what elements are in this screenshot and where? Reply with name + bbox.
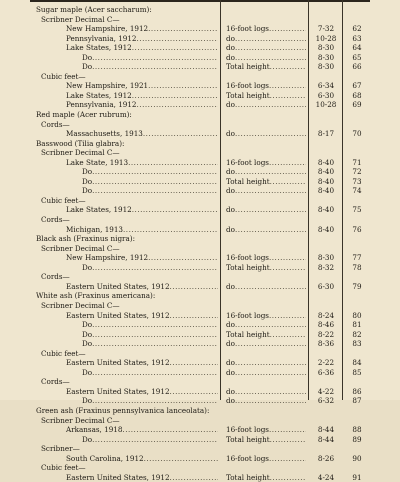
row-label: Do .....	[82, 186, 218, 196]
row-label-cell	[0, 253, 218, 263]
row-measure-cell	[224, 311, 306, 321]
table-row	[0, 454, 400, 464]
table-row	[0, 435, 400, 445]
row-range: 10-28	[315, 33, 337, 43]
row-measure: do .....	[226, 34, 306, 44]
row-label: Cubic feet—	[41, 195, 86, 205]
row-label: New Hampshire, 1912 .....	[66, 253, 218, 263]
top-rule	[30, 0, 370, 2]
row-label-cell	[0, 81, 218, 91]
row-label: Cords—	[41, 119, 70, 129]
row-label: White ash (Fraxinus americana):	[36, 291, 156, 301]
row-label-cell	[0, 377, 218, 387]
row-label-cell	[0, 463, 218, 473]
row-number: 75	[352, 205, 362, 215]
row-label: Scribner Decimal C—	[41, 300, 120, 310]
row-measure-cell	[224, 244, 306, 254]
row-range: 8-24	[317, 310, 335, 320]
row-label-cell	[0, 120, 218, 130]
table-row	[0, 396, 400, 406]
table-row	[0, 444, 400, 454]
row-label-cell	[0, 263, 218, 273]
row-range: 2-22	[317, 358, 335, 368]
table-row	[0, 53, 400, 63]
table-row	[0, 205, 400, 215]
row-label: Basswood (Tilia glabra):	[36, 138, 125, 148]
row-label: New Hampshire, 1912 .....	[66, 24, 218, 34]
row-measure: do .....	[226, 225, 306, 235]
row-measure-cell	[224, 358, 306, 368]
row-measure-cell	[224, 215, 306, 225]
table-row	[0, 387, 400, 397]
row-measure-cell	[224, 100, 306, 110]
row-label-cell	[0, 444, 218, 454]
row-label-cell	[0, 148, 218, 158]
row-range: 8-40	[317, 186, 335, 196]
table-row	[0, 148, 400, 158]
row-number: 70	[352, 129, 362, 139]
row-measure-cell	[224, 253, 306, 263]
row-measure: do .....	[226, 396, 306, 406]
row-measure-cell	[224, 387, 306, 397]
row-label: Cords—	[41, 272, 70, 282]
row-label-cell	[0, 34, 218, 44]
row-measure: Total height .....	[226, 177, 306, 187]
row-label: Do .....	[82, 53, 218, 63]
table-row	[0, 225, 400, 235]
row-number: 90	[352, 453, 362, 463]
row-measure: do .....	[226, 129, 306, 139]
row-label: Eastern United States, 1912 .....	[66, 358, 218, 368]
row-label: Cords—	[41, 215, 70, 225]
row-number: 65	[352, 52, 362, 62]
row-label: Do .....	[82, 320, 218, 330]
row-measure-cell	[224, 282, 306, 292]
row-label: Cords—	[41, 377, 70, 387]
row-range: 8-30	[317, 62, 335, 72]
row-measure-cell	[224, 320, 306, 330]
row-label-cell	[0, 396, 218, 406]
row-measure: 16-foot logs .....	[226, 158, 306, 168]
row-number: 81	[352, 320, 362, 330]
row-label: Do .....	[82, 177, 218, 187]
row-label: Massachusetts, 1913 .....	[66, 129, 218, 139]
row-label: Pennsylvania, 1912 .....	[66, 34, 218, 44]
row-measure-cell	[224, 406, 306, 416]
row-label: Scribner Decimal C—	[41, 14, 120, 24]
row-label: Do .....	[82, 167, 218, 177]
table-row	[0, 311, 400, 321]
row-label-cell	[0, 234, 218, 244]
row-measure-cell	[224, 120, 306, 130]
row-number: 87	[352, 396, 362, 406]
row-label-cell	[0, 215, 218, 225]
row-measure: do .....	[226, 368, 306, 378]
row-label: Eastern United States, 1912 .....	[66, 473, 218, 482]
row-label: Lake States, 1912 .....	[66, 205, 218, 215]
table-row	[0, 24, 400, 34]
row-measure: Total height .....	[226, 330, 306, 340]
row-range: 8-40	[317, 205, 335, 215]
row-number: 91	[352, 472, 362, 482]
row-measure: do .....	[226, 100, 306, 110]
table-row	[0, 62, 400, 72]
row-label-cell	[0, 5, 218, 15]
row-label-cell	[0, 425, 218, 435]
row-measure-cell	[224, 435, 306, 445]
row-range: 8-30	[317, 253, 335, 263]
row-label: South Carolina, 1912 .....	[66, 454, 218, 464]
table-row	[0, 100, 400, 110]
row-label: Sugar maple (Acer saccharum):	[36, 5, 152, 14]
row-measure-cell	[224, 425, 306, 435]
row-range: 8-36	[317, 339, 335, 349]
row-measure: 16-foot logs .....	[226, 425, 306, 435]
row-measure-cell	[224, 454, 306, 464]
row-measure: 16-foot logs .....	[226, 24, 306, 34]
row-measure-cell	[224, 5, 306, 15]
row-label-cell	[0, 349, 218, 359]
row-label: Scribner Decimal C—	[41, 148, 120, 158]
table-row	[0, 120, 400, 130]
table-row	[0, 330, 400, 340]
row-measure-cell	[224, 34, 306, 44]
row-measure-cell	[224, 463, 306, 473]
row-range: 8-40	[317, 176, 335, 186]
row-label: Do .....	[82, 263, 218, 273]
row-measure-cell	[224, 339, 306, 349]
row-label-cell	[0, 167, 218, 177]
row-measure: Total height .....	[226, 263, 306, 273]
row-measure-cell	[224, 158, 306, 168]
row-measure-cell	[224, 129, 306, 139]
row-label-cell	[0, 291, 218, 301]
row-number: 73	[352, 176, 362, 186]
row-label: Arkansas, 1918 .....	[66, 425, 218, 435]
row-measure-cell	[224, 72, 306, 82]
table-row	[0, 253, 400, 263]
table-row	[0, 215, 400, 225]
row-label: Black ash (Fraxinus nigra):	[36, 234, 135, 244]
row-measure-cell	[224, 416, 306, 426]
row-number: 79	[352, 281, 362, 291]
row-label: Lake States, 1912 .....	[66, 91, 218, 101]
row-number: 88	[352, 425, 362, 435]
row-measure: do .....	[226, 186, 306, 196]
row-measure-cell	[224, 24, 306, 34]
row-measure: 16-foot logs .....	[226, 81, 306, 91]
row-number: 71	[352, 157, 362, 167]
row-range: 8-22	[317, 329, 335, 339]
row-range: 4-22	[317, 386, 335, 396]
row-label: Lake State, 1913 .....	[66, 158, 218, 168]
table-row	[0, 473, 400, 482]
row-measure: 16-foot logs .....	[226, 253, 306, 263]
row-measure-cell	[224, 81, 306, 91]
row-label: Cubic feet—	[41, 348, 86, 358]
row-label-cell	[0, 139, 218, 149]
row-number: 64	[352, 43, 362, 53]
row-measure-cell	[224, 377, 306, 387]
row-number: 86	[352, 386, 362, 396]
row-label-cell	[0, 62, 218, 72]
table-row	[0, 81, 400, 91]
row-label-cell	[0, 72, 218, 82]
row-number: 68	[352, 90, 362, 100]
row-range: 8-30	[317, 52, 335, 62]
row-label-cell	[0, 473, 218, 482]
table-row	[0, 129, 400, 139]
row-label-cell	[0, 435, 218, 445]
row-range: 8-40	[317, 167, 335, 177]
row-measure-cell	[224, 15, 306, 25]
row-measure-cell	[224, 196, 306, 206]
row-measure: do .....	[226, 205, 306, 215]
row-label: Pennsylvania, 1912 .....	[66, 100, 218, 110]
row-measure: do .....	[226, 167, 306, 177]
row-number: 83	[352, 339, 362, 349]
row-range: 8-26	[317, 453, 335, 463]
row-measure: do .....	[226, 282, 306, 292]
row-measure: do .....	[226, 387, 306, 397]
row-measure: do .....	[226, 43, 306, 53]
row-label-cell	[0, 387, 218, 397]
row-label: Eastern United States, 1912 .....	[66, 282, 218, 292]
table-row	[0, 158, 400, 168]
row-label: New Hampshire, 1921 .....	[66, 81, 218, 91]
row-label-cell	[0, 196, 218, 206]
row-label-cell	[0, 406, 218, 416]
row-measure: do .....	[226, 339, 306, 349]
row-label-cell	[0, 53, 218, 63]
table-body	[0, 5, 400, 482]
row-label-cell	[0, 15, 218, 25]
table-row	[0, 263, 400, 273]
table-row	[0, 34, 400, 44]
row-number: 69	[352, 100, 362, 110]
table-row	[0, 291, 400, 301]
row-range: 8-30	[317, 43, 335, 53]
row-label-cell	[0, 158, 218, 168]
table-row	[0, 72, 400, 82]
row-label-cell	[0, 24, 218, 34]
row-number: 62	[352, 24, 362, 34]
row-measure: do .....	[226, 53, 306, 63]
row-number: 82	[352, 329, 362, 339]
row-label: Do .....	[82, 396, 218, 406]
row-number: 78	[352, 262, 362, 272]
row-label: Do .....	[82, 62, 218, 72]
row-measure-cell	[224, 186, 306, 196]
row-label-cell	[0, 454, 218, 464]
row-range: 6-34	[317, 81, 335, 91]
table-row	[0, 167, 400, 177]
row-number: 72	[352, 167, 362, 177]
row-label-cell	[0, 272, 218, 282]
row-label-cell	[0, 91, 218, 101]
row-label-cell	[0, 43, 218, 53]
table-row	[0, 186, 400, 196]
row-measure-cell	[224, 225, 306, 235]
table-row	[0, 349, 400, 359]
table-row	[0, 244, 400, 254]
row-label-cell	[0, 186, 218, 196]
row-number: 84	[352, 358, 362, 368]
row-measure-cell	[224, 167, 306, 177]
row-range: 10-28	[315, 100, 337, 110]
row-label-cell	[0, 368, 218, 378]
row-measure: 16-foot logs .....	[226, 311, 306, 321]
table-row	[0, 177, 400, 187]
row-number: 74	[352, 186, 362, 196]
row-range: 6-30	[317, 281, 335, 291]
row-measure-cell	[224, 291, 306, 301]
row-label-cell	[0, 244, 218, 254]
row-number: 80	[352, 310, 362, 320]
row-label-cell	[0, 358, 218, 368]
row-number: 85	[352, 367, 362, 377]
row-label: Eastern United States, 1912 .....	[66, 311, 218, 321]
table-row	[0, 368, 400, 378]
table-row	[0, 416, 400, 426]
row-measure-cell	[224, 139, 306, 149]
row-measure: do .....	[226, 320, 306, 330]
row-range: 8-40	[317, 157, 335, 167]
row-measure-cell	[224, 234, 306, 244]
row-range: 8-44	[317, 434, 335, 444]
row-measure-cell	[224, 263, 306, 273]
row-measure-cell	[224, 110, 306, 120]
row-measure: Total height .....	[226, 62, 306, 72]
row-label-cell	[0, 330, 218, 340]
row-number: 67	[352, 81, 362, 91]
row-label-cell	[0, 311, 218, 321]
row-label: Green ash (Fraxinus pennsylvanica lanceolata):	[36, 405, 210, 415]
row-label: Red maple (Acer rubrum):	[36, 110, 132, 120]
row-label-cell	[0, 225, 218, 235]
row-label-cell	[0, 110, 218, 120]
row-range: 6-36	[317, 367, 335, 377]
row-measure-cell	[224, 368, 306, 378]
row-measure-cell	[224, 62, 306, 72]
row-measure-cell	[224, 272, 306, 282]
table-row	[0, 110, 400, 120]
row-measure-cell	[224, 43, 306, 53]
table-row	[0, 358, 400, 368]
row-measure-cell	[224, 53, 306, 63]
row-label-cell	[0, 100, 218, 110]
table-row	[0, 425, 400, 435]
row-label-cell	[0, 416, 218, 426]
row-measure-cell	[224, 148, 306, 158]
row-label-cell	[0, 320, 218, 330]
row-label-cell	[0, 301, 218, 311]
row-measure-cell	[224, 301, 306, 311]
row-number: 89	[352, 434, 362, 444]
table-row	[0, 43, 400, 53]
row-number: 77	[352, 253, 362, 263]
row-label-cell	[0, 282, 218, 292]
row-range: 8-40	[317, 224, 335, 234]
row-range: 8-46	[317, 320, 335, 330]
row-label: Do .....	[82, 339, 218, 349]
row-label-cell	[0, 339, 218, 349]
row-range: 4-24	[317, 472, 335, 482]
row-label: Scribner—	[41, 444, 80, 454]
row-label: Do .....	[82, 330, 218, 340]
table-row	[0, 196, 400, 206]
table-row	[0, 339, 400, 349]
table-row	[0, 5, 400, 15]
row-label-cell	[0, 129, 218, 139]
row-measure: Total height .....	[226, 435, 306, 445]
row-range: 7-32	[317, 24, 335, 34]
table-row	[0, 91, 400, 101]
row-label: Scribner Decimal C—	[41, 243, 120, 253]
table-row	[0, 320, 400, 330]
table-row	[0, 139, 400, 149]
row-label: Cubic feet—	[41, 71, 86, 81]
row-range: 6-32	[317, 396, 335, 406]
row-measure: do .....	[226, 358, 306, 368]
row-label: Michigan, 1913 .....	[66, 225, 218, 235]
row-measure-cell	[224, 349, 306, 359]
row-label: Eastern United States, 1912 .....	[66, 387, 218, 397]
row-label: Do .....	[82, 368, 218, 378]
table-row	[0, 282, 400, 292]
table-row	[0, 463, 400, 473]
row-range: 8-44	[317, 425, 335, 435]
row-label-cell	[0, 205, 218, 215]
row-measure-cell	[224, 396, 306, 406]
row-measure: 16-foot logs .....	[226, 454, 306, 464]
row-range: 6-30	[317, 90, 335, 100]
row-range: 8-17	[317, 129, 335, 139]
row-label-cell	[0, 177, 218, 187]
row-label: Cubic feet—	[41, 463, 86, 473]
row-measure-cell	[224, 444, 306, 454]
row-measure-cell	[224, 330, 306, 340]
row-label: Scribner Decimal C—	[41, 415, 120, 425]
row-number: 63	[352, 33, 362, 43]
row-measure-cell	[224, 177, 306, 187]
row-number: 66	[352, 62, 362, 72]
table-row	[0, 377, 400, 387]
table-row	[0, 406, 400, 416]
table-row	[0, 234, 400, 244]
row-measure: Total height .....	[226, 473, 306, 482]
row-number: 76	[352, 224, 362, 234]
row-label: Lake States, 1912 .....	[66, 43, 218, 53]
row-measure-cell	[224, 205, 306, 215]
row-measure: Total height .....	[226, 91, 306, 101]
table-row	[0, 15, 400, 25]
table-row	[0, 301, 400, 311]
row-measure-cell	[224, 91, 306, 101]
row-measure-cell	[224, 473, 306, 482]
row-range: 8-32	[317, 262, 335, 272]
row-label: Do .....	[82, 435, 218, 445]
table-row	[0, 272, 400, 282]
